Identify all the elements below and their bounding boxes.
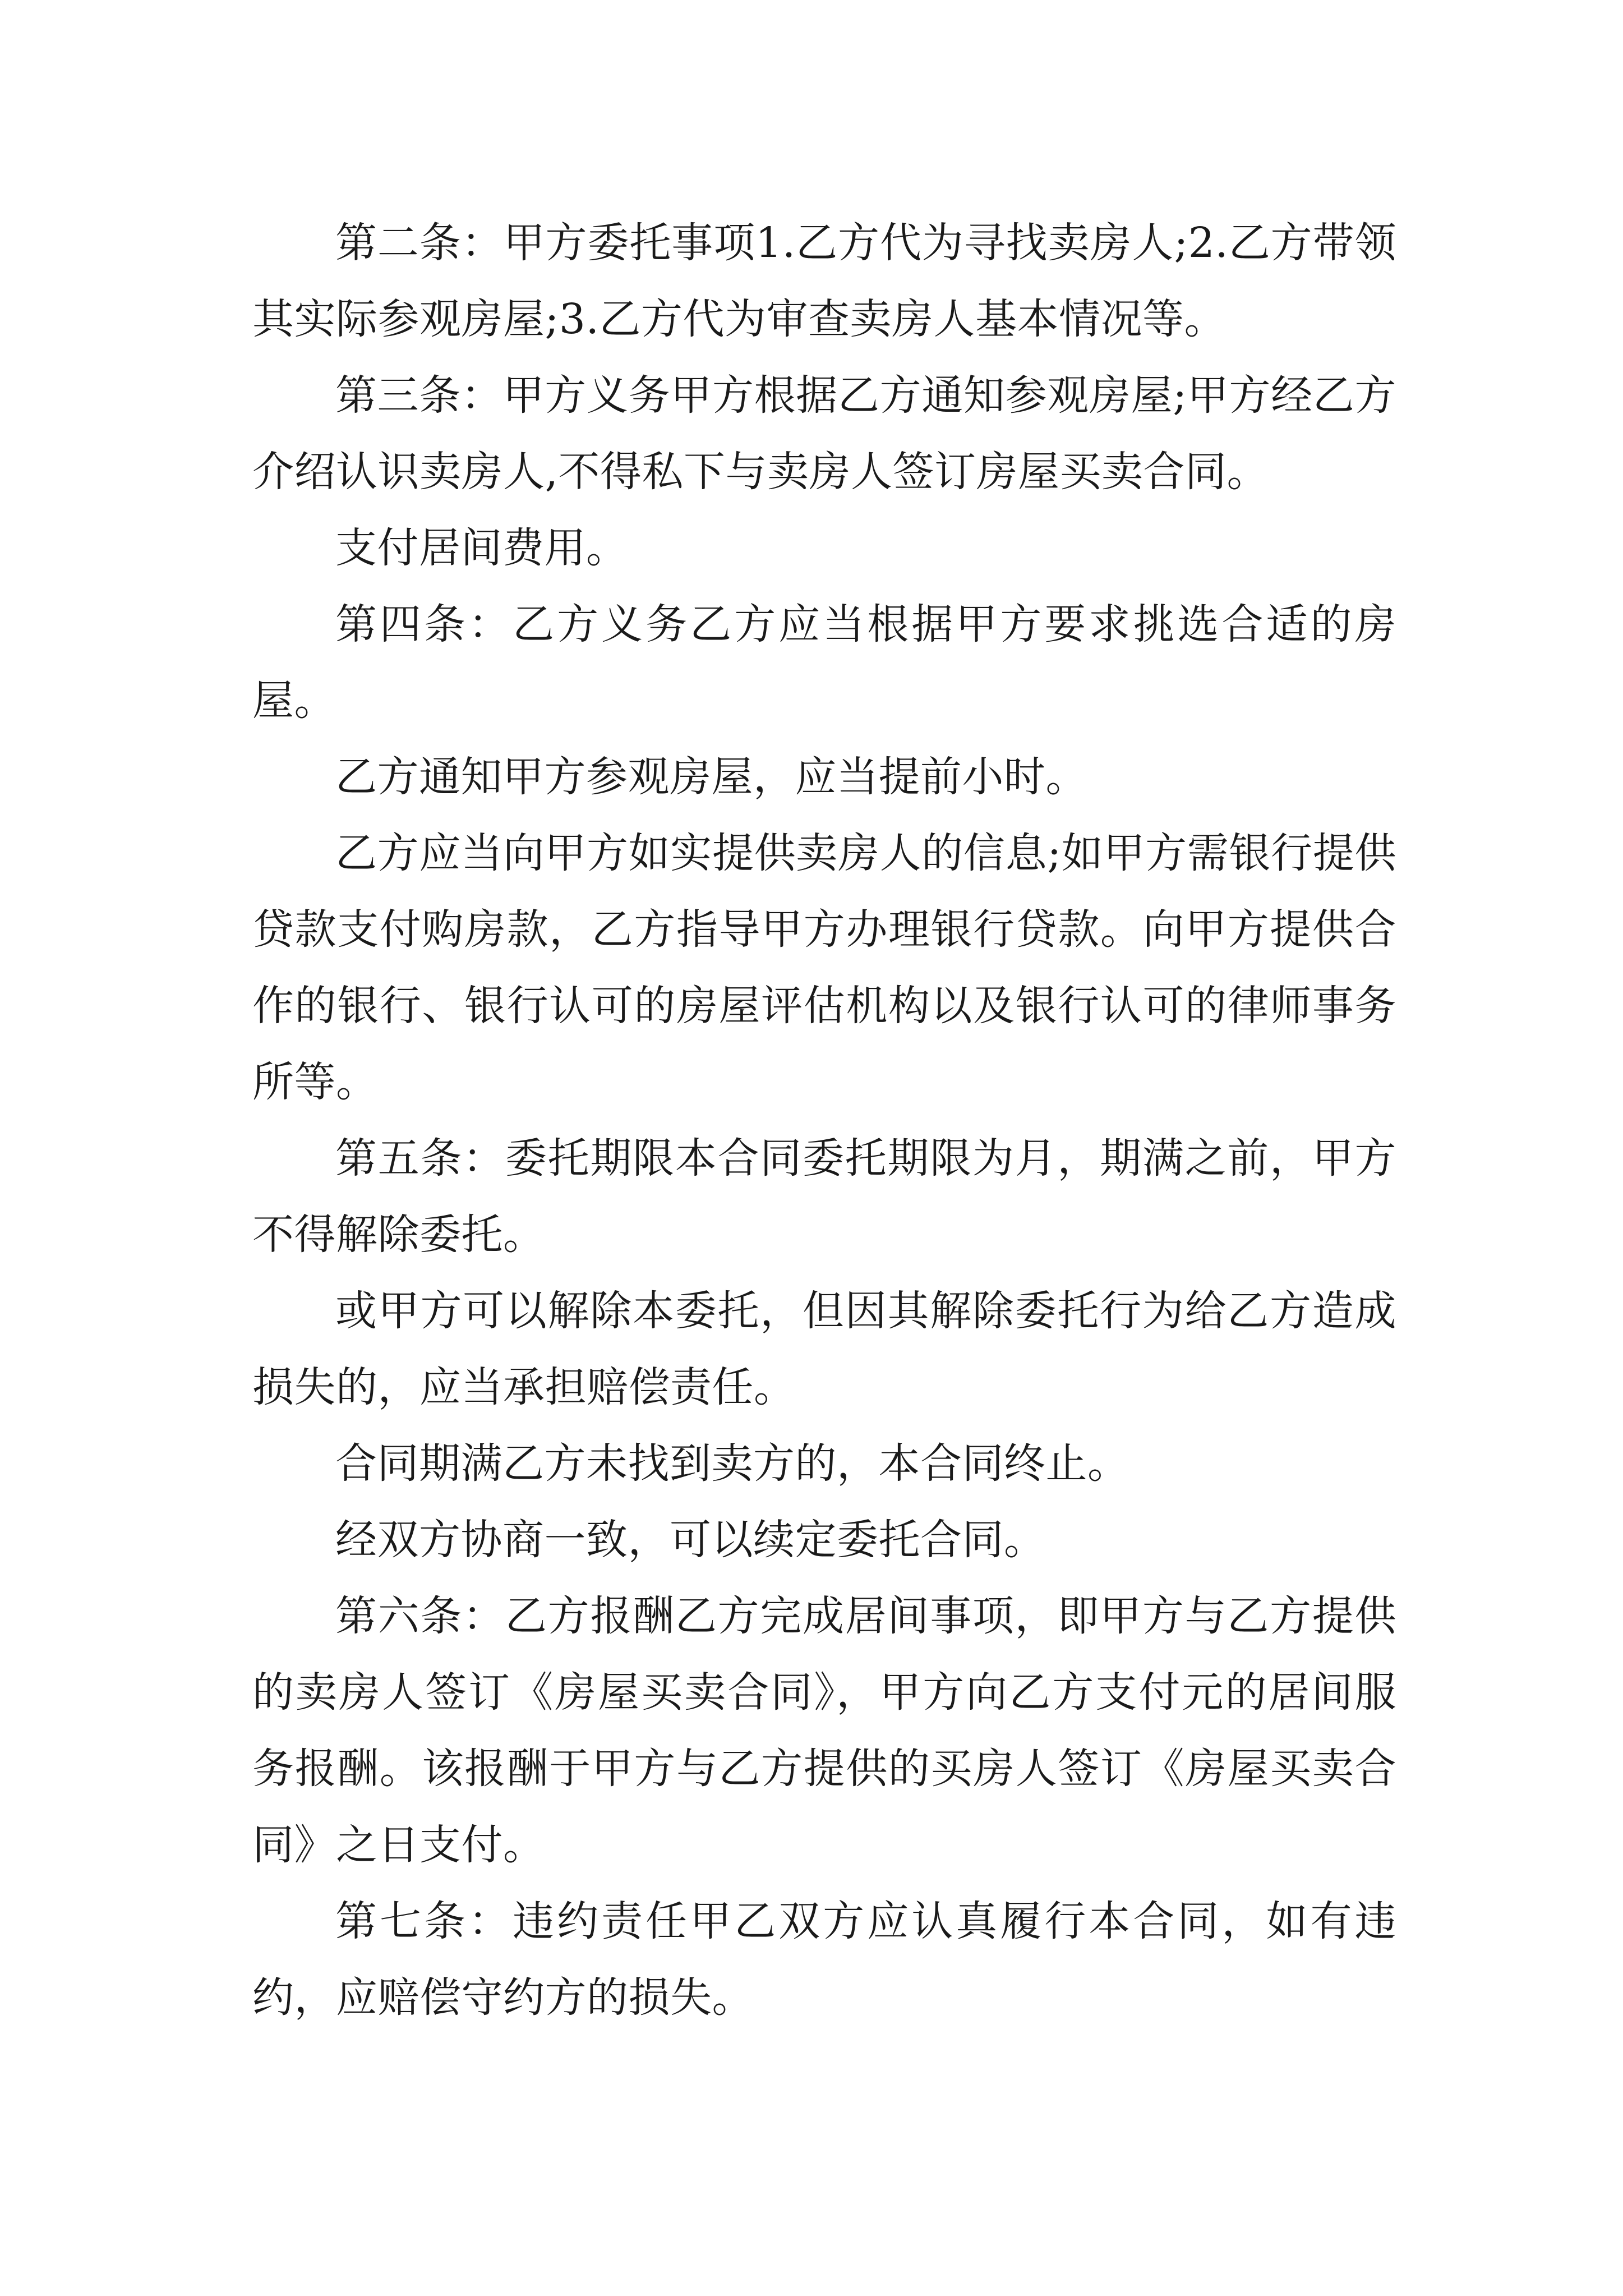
paragraph-article-6: 第六条：乙方报酬乙方完成居间事项，即甲方与乙方提供的卖房人签订《房屋买卖合同》，甲方向乙方支付元的居间服务报酬。该报酬于甲方与乙方提供的买房人签订《房屋买卖合同》之日支付。	[252, 1592, 1396, 1869]
paragraph-seller-info: 乙方应当向甲方如实提供卖房人的信息;如甲方需银行提供贷款支付购房款，乙方指导甲方办理银行贷款。向甲方提供合作的银行、银行认可的房屋评估机构以及银行认可的律师事务所等。	[252, 829, 1396, 1106]
paragraph-termination: 或甲方可以解除本委托，但因其解除委托行为给乙方造成损失的，应当承担赔偿责任。	[252, 1287, 1396, 1411]
paragraph-article-2: 第二条：甲方委托事项1.乙方代为寻找卖房人;2.乙方带领其实际参观房屋;3.乙方代为审查卖房人基本情况等。	[252, 219, 1396, 343]
paragraph-contract-end: 合同期满乙方未找到卖方的，本合同终止。	[335, 1439, 1129, 1488]
paragraph-article-7: 第七条：违约责任甲乙双方应认真履行本合同，如有违约，应赔偿守约方的损失。	[252, 1897, 1396, 2022]
paragraph-article-5: 第五条：委托期限本合同委托期限为月，期满之前，甲方不得解除委托。	[252, 1134, 1396, 1259]
paragraph-article-3: 第三条：甲方义务甲方根据乙方通知参观房屋;甲方经乙方介绍认识卖房人,不得私下与卖房人签订房屋买卖合同。	[252, 371, 1396, 496]
paragraph-viewing-notice: 乙方通知甲方参观房屋，应当提前小时。	[335, 753, 1087, 801]
paragraph-article-4: 第四条：乙方义务乙方应当根据甲方要求挑选合适的房屋。	[252, 600, 1396, 725]
paragraph-renewal: 经双方协商一致，可以续定委托合同。	[335, 1516, 1046, 1564]
paragraph-pay-fee: 支付居间费用。	[335, 524, 628, 572]
contract-body	[252, 205, 1396, 2036]
